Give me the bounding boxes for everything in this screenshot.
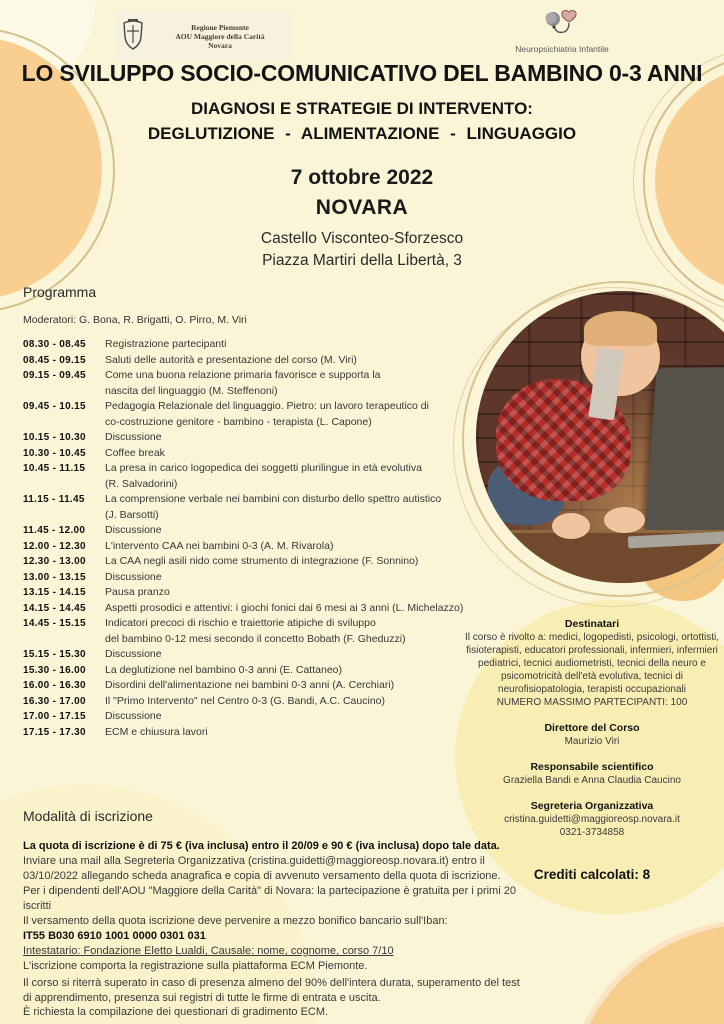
logo-line-1: Regione Piemonte: [191, 22, 249, 32]
program-description: [105, 663, 342, 679]
program-description: [105, 725, 208, 741]
program-description: [105, 709, 162, 725]
baby-hair-in-photo: [584, 311, 657, 346]
program-time: 13.15 - 14.15: [23, 587, 86, 598]
director-heading: Direttore del Corso: [544, 722, 640, 734]
program-description-line: Discussione: [105, 431, 162, 443]
program-row: [23, 663, 473, 679]
event-venue: Castello Visconteo-Sforzesco: [260, 230, 464, 247]
program-description-line: nascita del linguaggio (M. Steffenoni): [105, 384, 278, 397]
program-time: 15.30 - 16.00: [23, 664, 86, 676]
poster-subtitle-2: DEGLUTIZIONE - ALIMENTAZIONE - LINGUAGGIO: [147, 124, 577, 143]
program-time: 16.30 - 17.00: [23, 695, 86, 707]
program-description-line: Il "Primo Intervento" nel Centro 0-3 (G. Bandi, A.C. Caucino): [105, 694, 385, 707]
program-moderators: Moderatori: G. Bona, R. Brigatti, O. Pirro, M. Viri: [23, 314, 247, 326]
program-time: 12.30 - 13.00: [23, 556, 86, 567]
program-description: [105, 585, 170, 601]
secretariat-email: cristina.guidetti@maggioreosp.novara.it: [504, 814, 680, 825]
aou-novara-logo: [116, 11, 292, 61]
program-heading: Programma: [23, 284, 97, 300]
program-description-line: Discussione: [105, 524, 162, 536]
director-name: Maurizio Viri: [564, 736, 620, 747]
program-description-line: L'intervento CAA nei bambini 0-3 (A. M. Rivarola): [105, 539, 334, 552]
event-date: 7 ottobre 2022: [290, 166, 434, 189]
registration-body: Inviare una mail alla Segreteria Organizzativa (cristina.guidetti@maggioreosp.novara.it) entro il 03/10/2022 allegando scheda anagrafica e copia di avvenuto versamento della quota di iscrizione. Per i dipendenti dell'AOU "Maggiore della Carità" di Novara: la partecipazione è gratuita per i primi 20 iscritti: [23, 855, 516, 912]
scientific-names: Graziella Bandi e Anna Claudia Caucino: [503, 775, 681, 786]
program-description: [105, 492, 441, 523]
program-description-line: del bambino 0-12 mesi secondo il concetto Bobath (F. Gheduzzi): [105, 632, 406, 645]
program-description-line: Pausa pranzo: [105, 586, 170, 598]
program-row: [23, 694, 473, 710]
destinatari-heading: Destinatari: [564, 618, 620, 630]
questionnaire-note: È richiesta la compilazione dei questionari di gradimento ECM.: [23, 1006, 329, 1018]
program-description: [105, 399, 429, 430]
ecm-platform-line: L'iscrizione comporta la registrazione sulla piattaforma ECM Piemonte.: [23, 960, 368, 972]
program-row: [23, 368, 473, 399]
program-time: 17.15 - 17.30: [23, 726, 86, 738]
program-description: [105, 570, 162, 586]
event-city: NOVARA: [315, 196, 409, 219]
program-time: 14.15 - 14.45: [23, 602, 86, 614]
baby-foot-in-photo: [552, 513, 590, 539]
poster-subtitle-1: DIAGNOSI E STRATEGIE DI INTERVENTO:: [191, 99, 533, 118]
program-description-line: Come una buona relazione primaria favorisce e supporta la: [105, 369, 381, 381]
program-description-line: Discussione: [105, 648, 162, 660]
program-description-line: Aspetti prosodici e attentivi: i giochi fonici dai 6 mesi ai 3 anni (L. Michelazzo): [105, 601, 464, 614]
program-description: [105, 461, 422, 492]
program-time: 11.45 - 12.00: [23, 525, 86, 536]
program-description: [105, 601, 463, 617]
registration-notes: [23, 976, 528, 1020]
program-row: [23, 616, 473, 647]
program-time: 08.45 - 09.15: [23, 354, 86, 366]
program-description: [105, 430, 162, 446]
program-time: 09.15 - 09.45: [23, 370, 86, 381]
credits-line: Crediti calcolati: 8: [533, 867, 651, 882]
program-description-line: (R. Salvadorini): [105, 477, 178, 490]
program-description: [105, 554, 418, 570]
program-description-line: Discussione: [105, 570, 162, 583]
regione-piemonte-crest-icon: [120, 17, 146, 56]
program-time: 09.45 - 10.15: [23, 401, 86, 412]
program-row: [23, 399, 473, 430]
program-description: [105, 616, 406, 647]
program-description: [105, 368, 381, 399]
program-time: 10.15 - 10.30: [23, 432, 86, 443]
registration-fee: La quota di iscrizione è di 75 € (iva inclusa) entro il 20/09 e 90 € (iva inclusa) dopo tale data.: [23, 840, 500, 852]
laptop-in-photo: [645, 366, 724, 531]
program-row: [23, 678, 473, 694]
program-time: 17.00 - 17.15: [23, 711, 86, 722]
max-participants: NUMERO MASSIMO PARTECIPANTI: 100: [496, 697, 688, 708]
program-row: [23, 337, 473, 353]
program-description: [105, 523, 162, 539]
secretariat-heading: Segreteria Organizzativa: [530, 800, 654, 812]
program-description: [105, 678, 394, 694]
program-time: 14.45 - 15.15: [23, 618, 86, 629]
registration-heading: Modalità di iscrizione: [23, 808, 153, 824]
program-description: [105, 647, 162, 663]
program-description-line: La deglutizione nel bambino 0-3 anni (E. Cattaneo): [105, 663, 342, 676]
program-description-line: La presa in carico logopedica dei soggetti plurilingue in età evolutiva: [105, 462, 422, 474]
program-description-line: La comprensione verbale nei bambini con disturbo dello spettro autistico: [105, 493, 442, 505]
program-row: [23, 353, 473, 369]
program-description-line: ECM e chiusura lavori: [105, 725, 208, 738]
program-description-line: Pedagogia Relazionale del linguaggio. Pietro: un lavoro terapeutico di: [105, 400, 429, 412]
iban-number: IT55 B030 6910 1001 0000 0301 031: [23, 930, 206, 942]
program-description: [105, 446, 165, 462]
program-time: 10.45 - 11.15: [23, 463, 86, 474]
program-list: [23, 337, 473, 740]
poster-title: LO SVILUPPO SOCIO-COMUNICATIVO DEL BAMBINO 0-3 ANNI: [21, 60, 703, 86]
program-row: [23, 709, 473, 725]
program-description-line: Disordini dell'alimentazione nei bambini 0-3 anni (A. Cerchiari): [105, 679, 395, 691]
iban-intro: Il versamento della quota iscrizione deve pervenire a mezzo bonifico bancario sull'Iban:: [23, 915, 448, 927]
account-holder-line: Intestatario: Fondazione Eletto Lualdi, Causale: nome, cognome, corso 7/10: [23, 945, 394, 957]
neuropsichiatria-logo: [492, 8, 632, 54]
registration-section: [23, 808, 519, 974]
scientific-heading: Responsabile scientifico: [530, 761, 654, 773]
child-stethoscope-heart-icon: [540, 25, 584, 42]
aou-logo-text: [152, 23, 288, 50]
program-time: 15.15 - 15.30: [23, 649, 86, 660]
program-time: 08.30 - 08.45: [23, 339, 86, 350]
program-row: [23, 647, 473, 663]
program-description: [105, 694, 385, 710]
program-time: 13.00 - 13.15: [23, 571, 86, 583]
event-address: Piazza Martiri della Libertà, 3: [262, 252, 462, 269]
program-time: 16.00 - 16.30: [23, 680, 86, 691]
destinatari-body: Il corso è rivolto a: medici, logopedisti, psicologi, ortottisti, fisioterapisti, educatori professionali, infermieri, infermieri pediatrici, tecnici audiometristi, tecnici della neuro e psicomotricità dell'età evolutiva, tecnici di neurofisiopatologia, terapisti occupazionali: [465, 632, 719, 695]
program-time: 12.00 - 12.30: [23, 540, 86, 552]
program-description-line: (J. Barsotti): [105, 508, 159, 521]
program-row: [23, 554, 473, 570]
logo-line-3: Novara: [208, 40, 232, 50]
neuropsichiatria-label: Neuropsichiatria Infantile: [515, 44, 609, 54]
program-description: [105, 353, 357, 369]
program-description: [105, 539, 333, 555]
program-time: 10.30 - 10.45: [23, 447, 86, 459]
secretariat-phone: 0321-3734858: [559, 827, 625, 838]
program-description-line: co-costruzione genitore - bambino - terapista (L. Capone): [105, 415, 372, 428]
attendance-note: Il corso si riterrà superato in caso di presenza almeno del 90% dell'intera durata, superamento del test di apprendimento, presenza sui registri di tutte le firme di entrata e uscita.: [23, 977, 520, 1004]
program-description-line: La CAA negli asili nido come strumento di integrazione (F. Sonnino): [105, 555, 419, 567]
program-row: [23, 539, 473, 555]
program-row: [23, 430, 473, 446]
program-description-line: Registrazione partecipanti: [105, 338, 227, 350]
program-time: 11.15 - 11.45: [23, 494, 85, 505]
program-row: [23, 570, 473, 586]
program-row: [23, 601, 473, 617]
program-description: [105, 337, 226, 353]
program-row: [23, 446, 473, 462]
decor-circle-bottom-right: [565, 920, 724, 1024]
program-description-line: Discussione: [105, 710, 162, 722]
program-row: [23, 523, 473, 539]
program-row: [23, 461, 473, 492]
program-description-line: Indicatori precoci di rischio e traiettorie atipiche di sviluppo: [105, 617, 376, 629]
logo-line-2: AOU Maggiore della Carità: [175, 31, 265, 41]
program-row: [23, 585, 473, 601]
program-row: [23, 492, 473, 523]
program-description-line: Saluti delle autorità e presentazione del corso (M. Viri): [105, 353, 357, 366]
program-row: [23, 725, 473, 741]
program-description-line: Coffee break: [105, 446, 165, 459]
